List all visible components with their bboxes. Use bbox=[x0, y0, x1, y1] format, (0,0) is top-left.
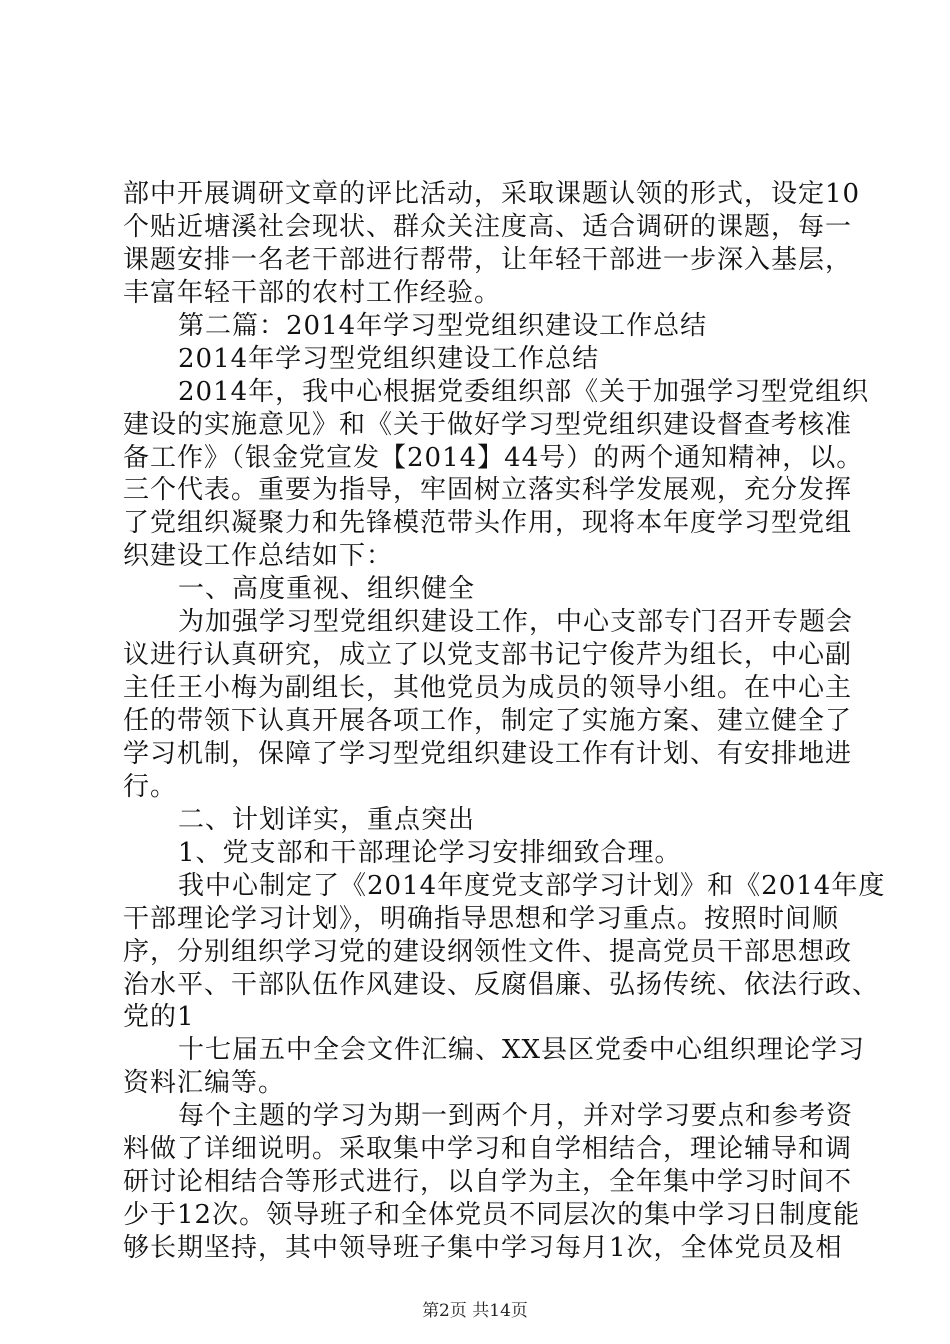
body-text-line: 个贴近塘溪社会现状、群众关注度高、适合调研的课题，每一 bbox=[123, 212, 853, 242]
body-text-line: 建设的实施意见》和《关于做好学习型党组织建设督查考核准 bbox=[123, 410, 853, 440]
body-text-line: 三个代表。重要为指导，牢固树立落实科学发展观，充分发挥 bbox=[123, 475, 853, 505]
body-text-line: 任的带领下认真开展各项工作，制定了实施方案、建立健全了 bbox=[123, 706, 853, 736]
body-text-line: 够长期坚持，其中领导班子集中学习每月1次，全体党员及相 bbox=[123, 1233, 843, 1263]
body-text-line: 研讨论相结合等形式进行，以自学为主，全年集中学习时间不 bbox=[123, 1167, 853, 1197]
body-text-line: 治水平、干部队伍作风建设、反腐倡廉、弘扬传统、依法行政、 bbox=[123, 970, 880, 1000]
page-number-footer: 第2页 共14页 bbox=[422, 1301, 528, 1321]
body-text-line: 部中开展调研文章的评比活动，采取课题认领的形式，设定10 bbox=[123, 179, 861, 209]
body-text-line: 为加强学习型党组织建设工作，中心支部专门召开专题会 bbox=[178, 607, 854, 637]
section-heading: 二、计划详实，重点突出 bbox=[178, 805, 476, 835]
section-heading: 第二篇：2014年学习型党组织建设工作总结 bbox=[178, 311, 708, 341]
body-text-line: 学习机制，保障了学习型党组织建设工作有计划、有安排地进 bbox=[123, 739, 853, 769]
body-text-line: 了党组织凝聚力和先锋模范带头作用，现将本年度学习型党组 bbox=[123, 508, 853, 538]
body-text-line: 2014年，我中心根据党委组织部《关于加强学习型党组织 bbox=[178, 377, 870, 407]
body-text-line: 料做了详细说明。采取集中学习和自学相结合，理论辅导和调 bbox=[123, 1134, 853, 1164]
body-text-line: 我中心制定了《2014年度党支部学习计划》和《2014年度 bbox=[178, 871, 886, 901]
body-text-line: 备工作》（银金党宣发【2014】44号）的两个通知精神，以。 bbox=[123, 443, 864, 473]
document-title: 2014年学习型党组织建设工作总结 bbox=[178, 344, 600, 374]
body-text-line: 党的1 bbox=[123, 1002, 195, 1032]
body-text-line: 序，分别组织学习党的建设纲领性文件、提高党员干部思想政 bbox=[123, 937, 853, 967]
section-heading: 一、高度重视、组织健全 bbox=[178, 574, 476, 604]
body-text-line: 行。 bbox=[123, 772, 178, 802]
body-text-line: 织建设工作总结如下： bbox=[123, 541, 394, 571]
body-text-line: 议进行认真研究，成立了以党支部书记宁俊芹为组长，中心副 bbox=[123, 640, 853, 670]
body-text-line: 每个主题的学习为期一到两个月，并对学习要点和参考资 bbox=[178, 1101, 854, 1131]
body-text-line: 资料汇编等。 bbox=[123, 1068, 286, 1098]
body-text-line: 主任王小梅为副组长，其他党员为成员的领导小组。在中心主 bbox=[123, 673, 853, 703]
body-text-line: 少于12次。领导班子和全体党员不同层次的集中学习日制度能 bbox=[123, 1200, 861, 1230]
body-text-line: 十七届五中全会文件汇编、XX县区党委中心组织理论学习 bbox=[178, 1035, 866, 1065]
body-text-line: 课题安排一名老干部进行帮带，让年轻干部进一步深入基层， bbox=[123, 245, 853, 275]
body-text-line: 丰富年轻干部的农村工作经验。 bbox=[123, 278, 502, 308]
subsection-heading: 1、党支部和干部理论学习安排细致合理。 bbox=[178, 838, 682, 868]
body-text-line: 干部理论学习计划》，明确指导思想和学习重点。按照时间顺 bbox=[123, 904, 840, 934]
